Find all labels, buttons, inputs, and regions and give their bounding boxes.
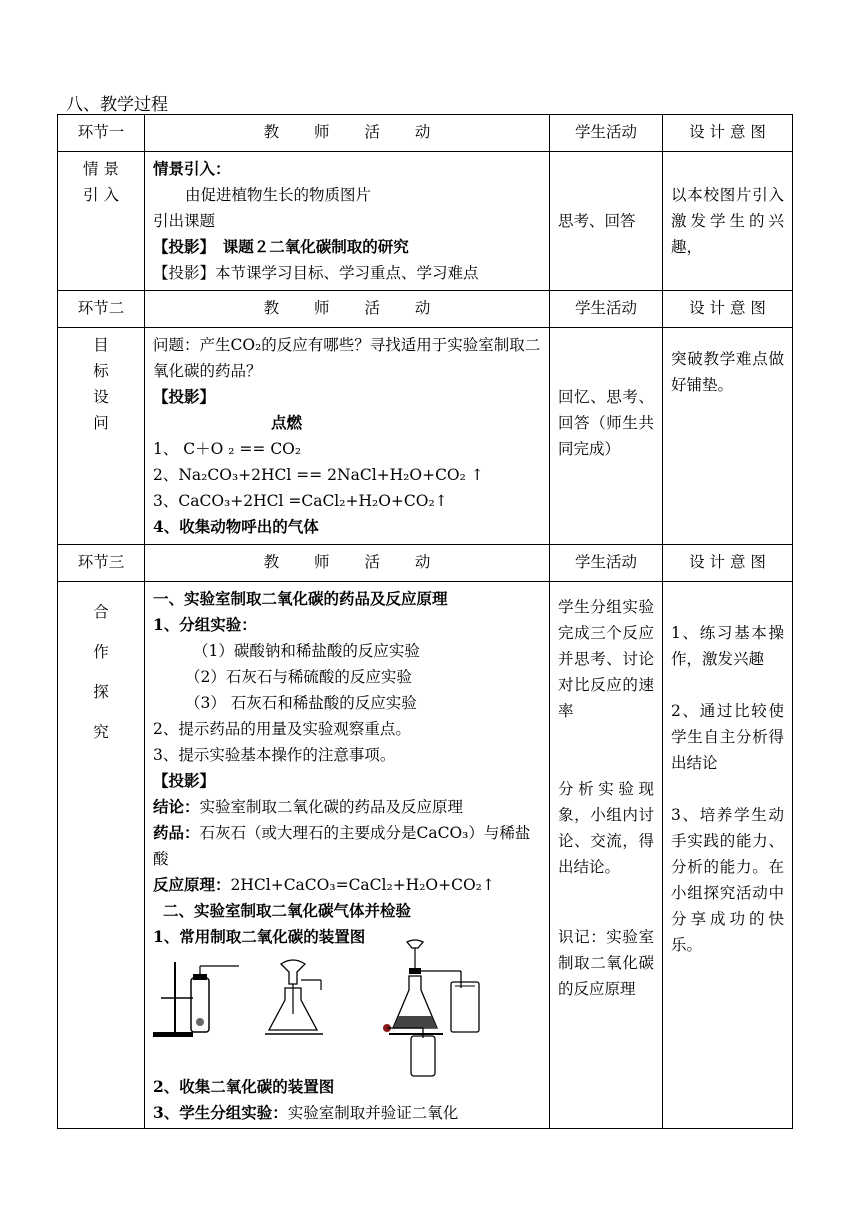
section-name-line: 标 xyxy=(93,362,109,380)
test-tube-apparatus-figure xyxy=(153,958,243,1038)
design-text: 1、练习基本操作，激发兴趣 xyxy=(671,624,784,668)
conclusion-text: 实验室制取二氧化碳的药品及反应原理 xyxy=(199,798,464,816)
student-activity-cell xyxy=(550,328,663,545)
equation-line: 1、 C＋O ₂ == CO₂ xyxy=(153,440,302,458)
teacher-line: 3、提示实验基本操作的注意事项。 xyxy=(153,746,396,764)
teaching-process-table xyxy=(57,114,793,1129)
reagent-text: 石灰石（或大理石的主要成分是CaCO₃）与稀盐酸 xyxy=(153,824,531,868)
section-name-line: 问 xyxy=(93,414,109,432)
apparatus-figures xyxy=(153,954,541,1044)
design-intent-cell xyxy=(663,582,793,1129)
section-name-cell xyxy=(58,152,145,291)
section-name-line: 设 xyxy=(93,388,109,406)
teacher-line: 由促进植物生长的物质图片 xyxy=(185,186,372,204)
group-experiment-text: 实验室制取并验证二氧化 xyxy=(287,1104,459,1122)
teacher-line xyxy=(153,820,541,872)
teacher-line: （2）石灰石与稀硫酸的反应实验 xyxy=(185,668,412,686)
equation-line: 3、CaCO₃+2HCl =CaCl₂+H₂O+CO₂↑ xyxy=(153,492,448,510)
student-text: 回忆、思考、回答（师生共同完成） xyxy=(558,388,654,458)
teacher-line: 4、收集动物呼出的气体 xyxy=(153,517,319,536)
student-text: 识记：实验室制取二氧化碳的反应原理 xyxy=(558,928,654,998)
design-intent-cell xyxy=(663,152,793,291)
student-activity-cell xyxy=(550,152,663,291)
teacher-line: 【投影】本节课学习目标、学习重点、学习难点 xyxy=(153,264,479,282)
teacher-activity-cell xyxy=(145,582,550,1129)
section-name-line: 目 xyxy=(93,336,109,354)
stage-header-row xyxy=(58,545,793,582)
teacher-line: 情景引入： xyxy=(153,159,231,178)
teacher-line: （3） 石灰石和稀盐酸的反应实验 xyxy=(185,694,417,712)
design-intent-header: 设 计 意 图 xyxy=(663,545,793,582)
design-text: 以本校图片引入激发学生的兴趣， xyxy=(671,186,784,256)
teacher-activity-header: 教 师 活 动 xyxy=(145,115,550,152)
student-text: 思考、回答 xyxy=(558,212,636,230)
teacher-line xyxy=(153,794,541,820)
teacher-line: 【投影】 xyxy=(153,771,216,790)
stage-content-row xyxy=(58,582,793,1129)
teacher-line: 2、收集二氧化碳的装置图 xyxy=(153,1077,335,1096)
stage-content-row xyxy=(58,328,793,545)
condition-label: 点燃 xyxy=(271,413,303,432)
conical-flask-apparatus-figure xyxy=(263,954,343,1038)
teacher-line: 一、实验室制取二氧化碳的药品及反应原理 xyxy=(153,589,448,608)
teacher-activity-header: 教 师 活 动 xyxy=(145,291,550,328)
stage-label: 环节一 xyxy=(58,115,145,152)
teacher-line: 2、提示药品的用量及实验观察重点。 xyxy=(153,720,411,738)
section-name-line: 情 景 xyxy=(83,160,119,178)
teacher-line: 1、分组实验： xyxy=(153,615,257,634)
section-name-line: 合 xyxy=(93,603,109,621)
stage-label: 环节二 xyxy=(58,291,145,328)
design-text: 2、通过比较使学生自主分析得出结论 xyxy=(671,702,784,772)
teacher-activity-cell xyxy=(145,328,550,545)
teacher-line xyxy=(153,1100,541,1126)
stage-header-row xyxy=(58,291,793,328)
student-text: 分析实验现象，小组内讨论、交流，得出结论。 xyxy=(558,780,654,876)
equation-line: 2、Na₂CO₃+2HCl == 2NaCl+H₂O+CO₂ ↑ xyxy=(153,466,484,484)
reagent-label: 药品： xyxy=(153,823,200,842)
teacher-line: 问题：产生CO₂的反应有哪些？寻找适用于实验室制取二氧化碳的药品？ xyxy=(153,336,541,380)
section-heading: 八、教学过程 xyxy=(66,95,168,115)
gas-collection-bottle-figure xyxy=(381,1022,441,1082)
group-experiment-label: 3、学生分组实验： xyxy=(153,1103,288,1122)
section-name-line: 作 xyxy=(93,643,109,661)
section-name-line: 引 入 xyxy=(83,186,119,204)
teacher-line: 【投影】 课题２二氧化碳制取的研究 xyxy=(153,237,409,256)
student-activity-header: 学生活动 xyxy=(550,115,663,152)
teacher-activity-header: 教 师 活 动 xyxy=(145,545,550,582)
design-intent-header: 设 计 意 图 xyxy=(663,291,793,328)
stage-header-row xyxy=(58,115,793,152)
design-intent-cell xyxy=(663,328,793,545)
section-name-line: 探 xyxy=(93,683,109,701)
teacher-line xyxy=(153,872,541,898)
student-text: 学生分组实验完成三个反应并思考、讨论对比反应的速率 xyxy=(558,598,654,720)
section-name-cell xyxy=(58,582,145,1129)
design-intent-header: 设 计 意 图 xyxy=(663,115,793,152)
student-activity-header: 学生活动 xyxy=(550,545,663,582)
teacher-activity-cell xyxy=(145,152,550,291)
stage-label: 环节三 xyxy=(58,545,145,582)
teacher-line: （1）碳酸钠和稀盐酸的反应实验 xyxy=(193,642,420,660)
design-text: 突破教学难点做好铺垫。 xyxy=(671,350,784,394)
teacher-line: 二、实验室制取二氧化碳气体并检验 xyxy=(163,901,412,920)
section-name-line: 究 xyxy=(93,723,109,741)
stage-content-row xyxy=(58,152,793,291)
design-text: 3、培养学生动手实践的能力、分析的能力。在小组探究活动中分享成功的快乐。 xyxy=(671,806,784,954)
section-name-cell xyxy=(58,328,145,545)
teacher-line: 1、常用制取二氧化碳的装置图 xyxy=(153,927,366,946)
student-activity-header: 学生活动 xyxy=(550,291,663,328)
principle-equation: 2HCl+CaCO₃=CaCl₂+H₂O+CO₂↑ xyxy=(230,876,495,894)
principle-label: 反应原理： xyxy=(153,875,231,894)
student-activity-cell xyxy=(550,582,663,1129)
teacher-line: 引出课题 xyxy=(153,212,216,230)
teacher-line: 【投影】 xyxy=(153,387,216,406)
conclusion-label: 结论： xyxy=(153,797,200,816)
